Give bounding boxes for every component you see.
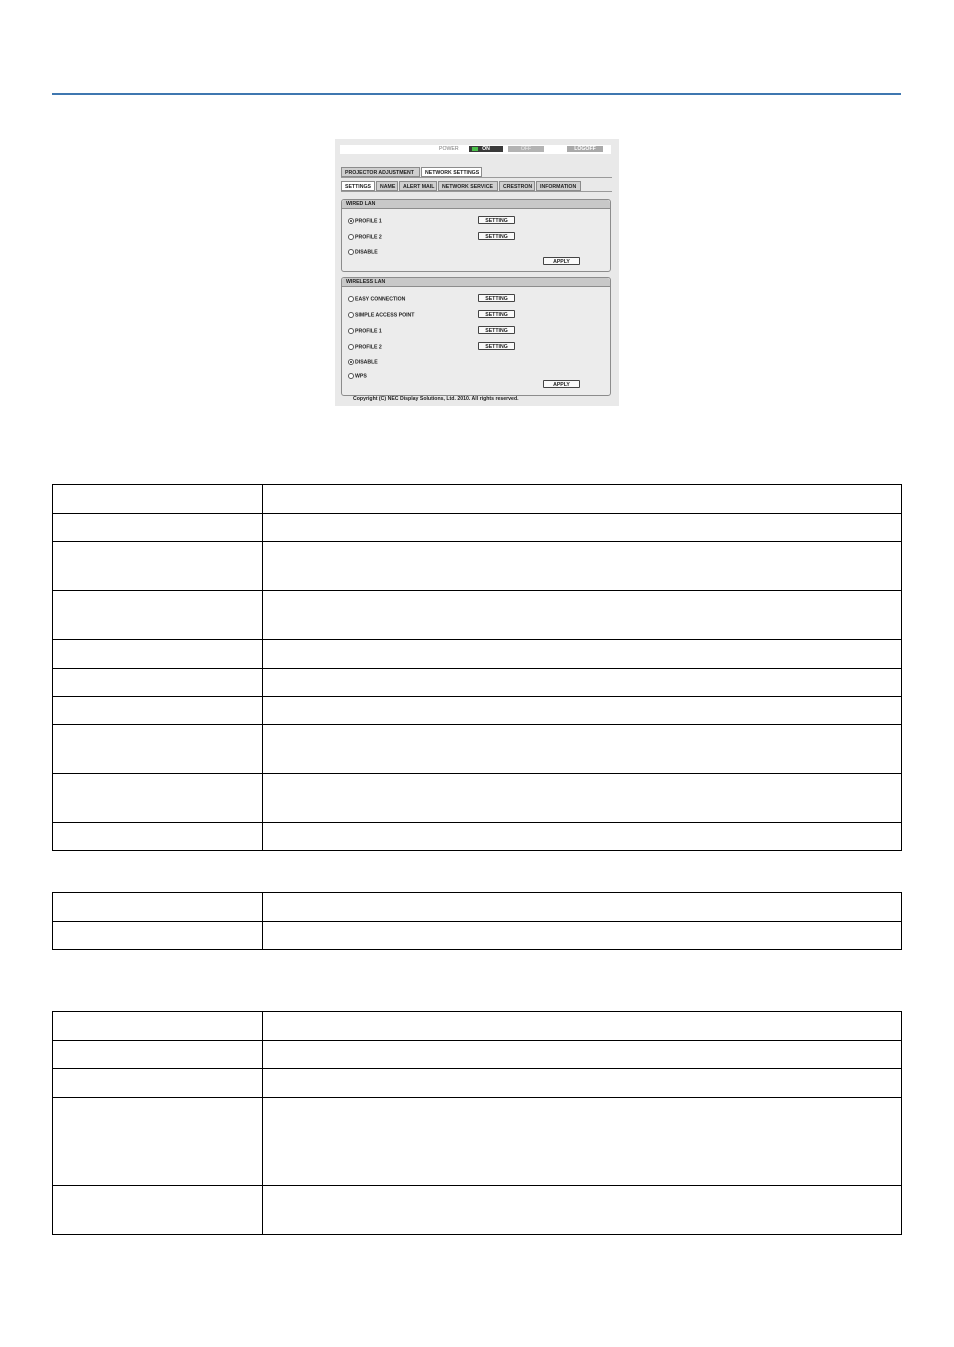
table-row <box>53 514 902 542</box>
wired-disable-label: DISABLE <box>355 249 378 256</box>
radio-icon <box>348 312 354 318</box>
table-row <box>53 697 902 725</box>
power-bar <box>340 145 611 154</box>
table-row <box>53 823 902 851</box>
table-row <box>53 774 902 823</box>
easy-connection-label: EASY CONNECTION <box>355 296 406 303</box>
wireless-easy-connection-radio[interactable] <box>348 296 405 303</box>
table-row <box>53 1098 902 1186</box>
radio-icon <box>348 373 354 379</box>
power-led-icon <box>472 147 478 151</box>
tab-network-service[interactable]: NETWORK SERVICE <box>438 181 498 191</box>
radio-icon <box>348 249 354 255</box>
wireless-profile2-label: PROFILE 2 <box>355 344 382 351</box>
power-on-button[interactable] <box>469 146 503 152</box>
wireless-simple-access-point-radio[interactable] <box>348 312 414 319</box>
wired-profile1-radio[interactable] <box>348 218 382 225</box>
copyright-text: Copyright (C) NEC Display Solutions, Ltd. 2010. All rights reserved. <box>353 396 519 402</box>
table-row <box>53 640 902 669</box>
wired-apply-button[interactable]: APPLY <box>543 257 580 265</box>
tab-divider <box>341 177 612 178</box>
simple-access-point-setting-button[interactable]: SETTING <box>478 310 515 318</box>
wps-label: WPS <box>355 373 367 380</box>
radio-icon <box>348 234 354 240</box>
wireless-profile1-label: PROFILE 1 <box>355 328 382 335</box>
wireless-wps-radio[interactable] <box>348 373 367 380</box>
settings-table-3 <box>52 1011 902 1235</box>
wired-profile2-label: PROFILE 2 <box>355 234 382 241</box>
radio-icon <box>348 344 354 350</box>
wired-lan-group <box>341 199 611 272</box>
power-on-label: ON <box>482 146 490 152</box>
table-row <box>53 542 902 591</box>
header-rule <box>52 93 901 95</box>
wired-disable-radio[interactable] <box>348 249 378 256</box>
logoff-button[interactable]: LOGOFF <box>567 146 603 152</box>
wireless-profile1-setting-button[interactable]: SETTING <box>478 326 515 334</box>
table-row <box>53 893 902 922</box>
wired-profile2-radio[interactable] <box>348 234 382 241</box>
settings-table-2 <box>52 892 902 950</box>
tab-crestron[interactable]: CRESTRON <box>499 181 535 191</box>
tab-alert-mail[interactable]: ALERT MAIL <box>399 181 437 191</box>
radio-icon <box>348 296 354 302</box>
table-row <box>53 485 902 514</box>
wireless-lan-title: WIRELESS LAN <box>342 278 610 287</box>
wireless-profile1-radio[interactable] <box>348 328 382 335</box>
table-row <box>53 591 902 640</box>
table-row <box>53 1012 902 1041</box>
table-row <box>53 1069 902 1098</box>
wireless-disable-radio[interactable] <box>348 359 378 366</box>
wired-profile1-setting-button[interactable]: SETTING <box>478 216 515 224</box>
wired-lan-title: WIRED LAN <box>342 200 610 209</box>
tab-settings[interactable]: SETTINGS <box>341 181 375 191</box>
wired-profile2-setting-button[interactable]: SETTING <box>478 232 515 240</box>
power-off-button[interactable]: OFF <box>508 146 544 152</box>
tab-information[interactable]: INFORMATION <box>536 181 581 191</box>
radio-icon <box>348 328 354 334</box>
power-label: POWER <box>439 146 459 152</box>
tab-name[interactable]: NAME <box>376 181 398 191</box>
web-server-screenshot <box>335 139 619 406</box>
easy-connection-setting-button[interactable]: SETTING <box>478 294 515 302</box>
table-row <box>53 922 902 950</box>
settings-table-1 <box>52 484 902 851</box>
tab-network-settings[interactable]: NETWORK SETTINGS <box>421 167 482 177</box>
subtab-divider <box>341 191 612 192</box>
simple-access-point-label: SIMPLE ACCESS POINT <box>355 312 415 319</box>
tab-projector-adjustment[interactable]: PROJECTOR ADJUSTMENT <box>341 167 420 177</box>
radio-selected-icon <box>348 218 354 224</box>
table-row <box>53 1041 902 1069</box>
wireless-disable-label: DISABLE <box>355 359 378 366</box>
table-row <box>53 669 902 697</box>
table-row <box>53 725 902 774</box>
wireless-lan-group <box>341 277 611 396</box>
wireless-profile2-setting-button[interactable]: SETTING <box>478 342 515 350</box>
wireless-apply-button[interactable]: APPLY <box>543 380 580 388</box>
table-row <box>53 1186 902 1235</box>
wired-profile1-label: PROFILE 1 <box>355 218 382 225</box>
radio-selected-icon <box>348 359 354 365</box>
wireless-profile2-radio[interactable] <box>348 344 382 351</box>
